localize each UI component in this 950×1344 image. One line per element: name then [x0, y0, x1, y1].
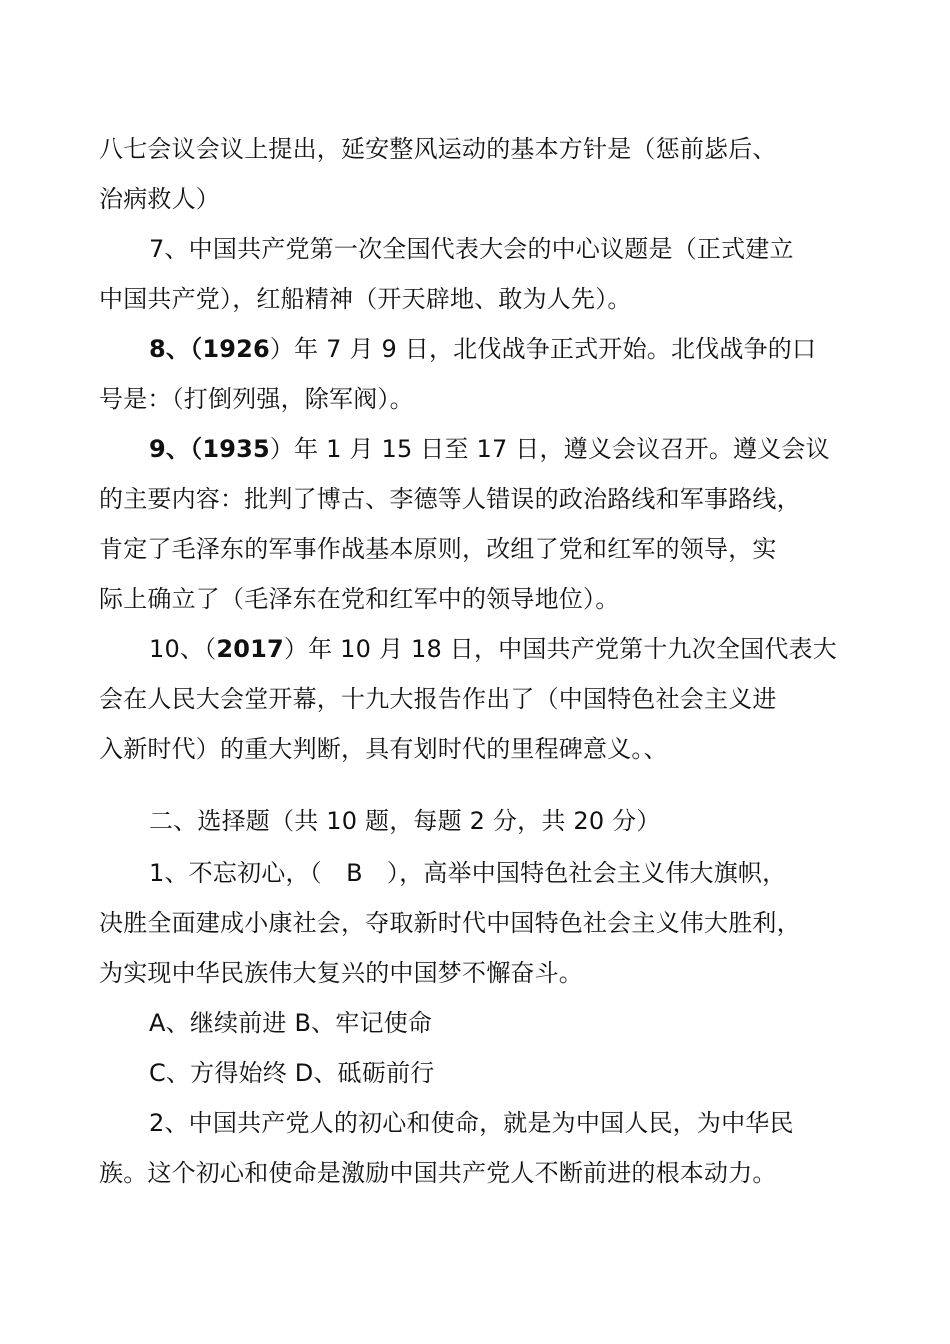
section-2-heading: 二、选择题（共 10 题，每题 2 分，共 20 分）	[149, 807, 661, 835]
item-8-number: 8	[149, 335, 166, 363]
question-1-line-1: 1、不忘初心，（ B ），高举中国特色社会主义伟大旗帜，	[149, 859, 787, 887]
question-2-line-1: 2、中国共产党人的初心和使命，就是为中国人民，为中华民	[149, 1109, 794, 1137]
item-7-line-2: 中国共产党），红船精神（开天辟地、敢为人先）。	[99, 285, 632, 313]
item-9-number: 9	[149, 435, 166, 463]
question-1-options-line-2: C、方得始终 D、砥砺前行	[149, 1059, 435, 1087]
item-9-line-2: 的主要内容：批判了博古、李德等人错误的政治路线和军事路线，	[99, 485, 801, 513]
continued-paragraph-line-1: 八七会议会议上提出，延安整风运动的基本方针是（惩前毖后、	[99, 135, 777, 163]
item-9-separator: 、（	[165, 435, 203, 463]
question-1-options-line-1: A、继续前进 B、牢记使命	[149, 1009, 433, 1037]
item-10-year: 2017	[216, 635, 284, 663]
item-9-year: 1935	[202, 435, 270, 463]
item-7-line-1: 7、中国共产党第一次全国代表大会的中心议题是（正式建立	[149, 235, 794, 263]
question-2-line-2: 族。这个初心和使命是激励中国共产党人不断前进的根本动力。	[99, 1159, 777, 1187]
item-9-line-1	[149, 433, 830, 465]
item-8-year: 1926	[202, 335, 270, 363]
item-10-prefix: 10、（	[149, 635, 217, 663]
item-9-line-4: 际上确立了（毛泽东在党和红军中的领导地位）。	[99, 585, 620, 613]
item-8-line-1-text: ）年 7 月 9 日，北伐战争正式开始。北伐战争的口	[269, 335, 817, 363]
question-1-line-3: 为实现中华民族伟大复兴的中国梦不懈奋斗。	[99, 959, 583, 987]
item-8-line-2: 号是：（打倒列强，除军阀）。	[99, 385, 414, 413]
item-10-line-1	[149, 633, 837, 665]
item-9-line-1-text: ）年 1 月 15 日至 17 日，遵义会议召开。遵义会议	[269, 435, 830, 463]
question-1-line-2: 决胜全面建成小康社会，夺取新时代中国特色社会主义伟大胜利，	[99, 909, 801, 937]
item-10-line-1-text: ）年 10 月 18 日，中国共产党第十九次全国代表大	[283, 635, 837, 663]
item-9-line-3: 肯定了毛泽东的军事作战基本原则，改组了党和红军的领导，实	[99, 535, 777, 563]
item-10-line-2: 会在人民大会堂开幕，十九大报告作出了（中国特色社会主义进	[99, 685, 777, 713]
item-8-line-1	[149, 333, 816, 365]
item-10-line-3: 入新时代）的重大判断，具有划时代的里程碑意义。、	[99, 735, 668, 763]
item-8-separator: 、（	[165, 335, 203, 363]
continued-paragraph-line-2: 治病救人）	[99, 185, 220, 213]
